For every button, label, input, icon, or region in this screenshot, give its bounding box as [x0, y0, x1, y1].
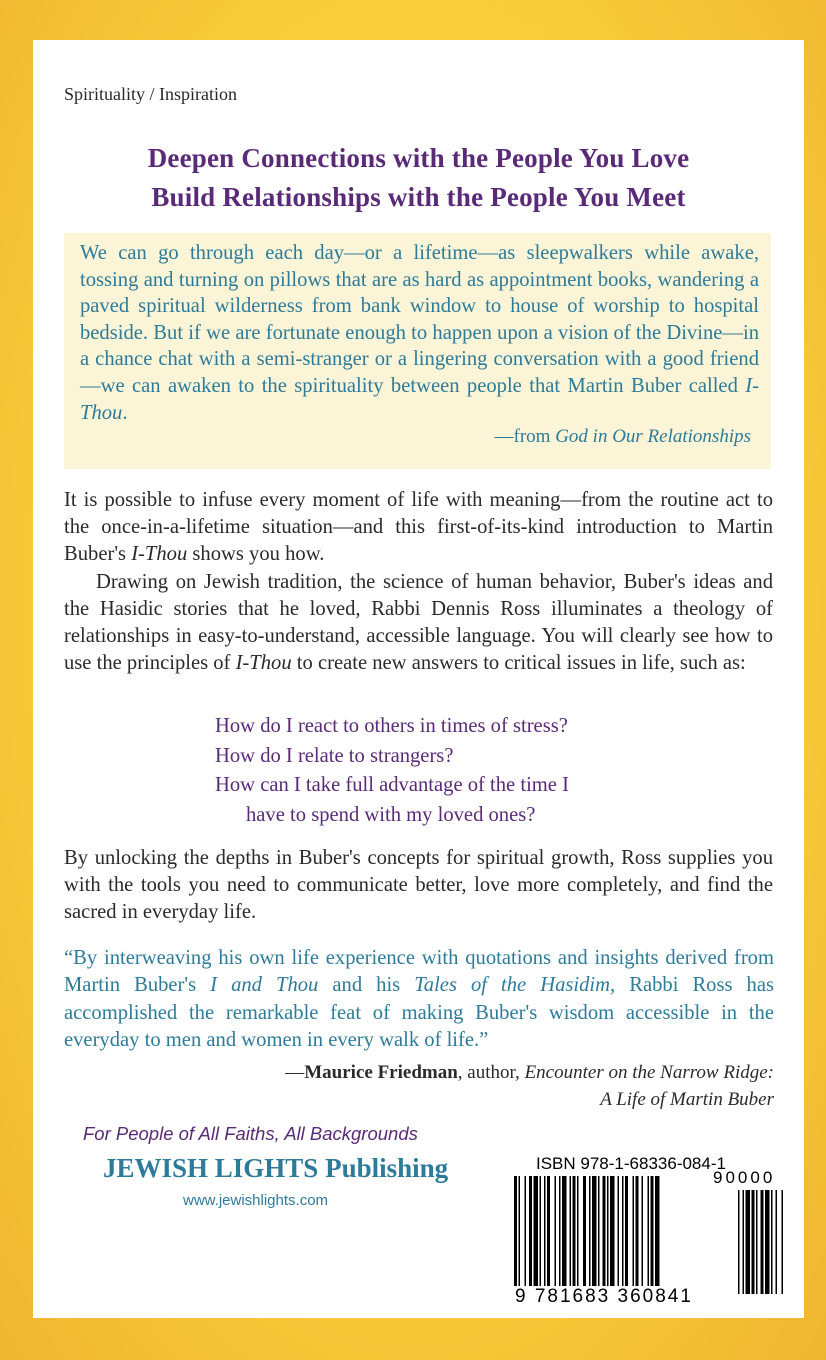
headline-line-2: Build Relationships with the People You Meet: [151, 182, 686, 212]
isbn-label: ISBN 978-1-68336-084-1: [536, 1154, 726, 1173]
barcode-bars: [508, 1176, 796, 1296]
description-paragraph-2: Drawing on Jewish tradition, the science of human behavior, Buber's ideas and the Hasidic stories that he loved, Rabbi Dennis Ross illuminates a theology of relationships in easy-to-understand, accessible language. You will clearly see how to use the principles of I-Thou to create new answers to critical issues in life, such as:: [64, 570, 773, 675]
category-label: Spirituality / Inspiration: [64, 84, 237, 104]
pull-quote-text: We can go through each day—or a lifetime—as sleepwalkers while awake, tossing and turning on pillows that are as hard as appointment books, wandering a paved spiritual wilderness from bank window to house of worship to hospital bedside. But if we are fortunate enough to happen upon a vision of the Divine—in a chance chat with a semi-stranger or a lingering conversation with a good friend—we can awaken to the spirituality between people that Martin Buber called I-Thou.: [80, 242, 759, 424]
closing-paragraph: By unlocking the depths in Buber's concepts for spiritual growth, Ross supplies you with the tools you need to communicate better, love more completely, and find the sacred in everyday life.: [64, 847, 773, 924]
endorsement-attribution: —Maurice Friedman, author, Encounter on the Narrow Ridge: A Life of Martin Buber: [285, 1062, 774, 1110]
publisher-logo-text: JEWISH LIGHTS Publishing: [103, 1153, 449, 1183]
publisher-website: www.jewishlights.com: [183, 1192, 329, 1209]
question-item: How do I relate to strangers?: [215, 744, 454, 767]
price-code: 90000: [713, 1168, 776, 1187]
back-cover-panel: [33, 40, 804, 1318]
description: [64, 487, 773, 677]
question-item: How do I react to others in times of stress?: [215, 715, 568, 737]
publisher-tagline: For People of All Faiths, All Backgrounds: [83, 1123, 418, 1144]
pull-quote-attribution: —from God in Our Relationships: [494, 426, 751, 448]
endorser-name: Maurice Friedman: [304, 1062, 458, 1083]
headline-line-1: Deepen Connections with the People You Love: [147, 143, 690, 173]
question-item: have to spend with my loved ones?: [246, 803, 536, 826]
question-item: How can I take full advantage of the time I: [215, 774, 569, 797]
pull-quote-box: [64, 233, 771, 469]
question-list: [215, 712, 635, 830]
description-paragraph-1: It is possible to infuse every moment of life with meaning—from the routine act to the once-in-a-lifetime situation—and this first-of-its-kind introduction to Martin Buber's I-Thou shows you how.: [64, 489, 773, 566]
headline: [33, 139, 804, 217]
barcode-digits: 9 781683 360841: [515, 1286, 693, 1307]
endorsement-quote: “By interweaving his own life experience with quotations and insights derived from Martin Buber's I and Thou and his Tales of the Hasidim, Rabbi Ross has accomplished the remarkable feat of making Buber's wisdom accessible in the everyday to men and women in every walk of life.”: [64, 947, 774, 1052]
